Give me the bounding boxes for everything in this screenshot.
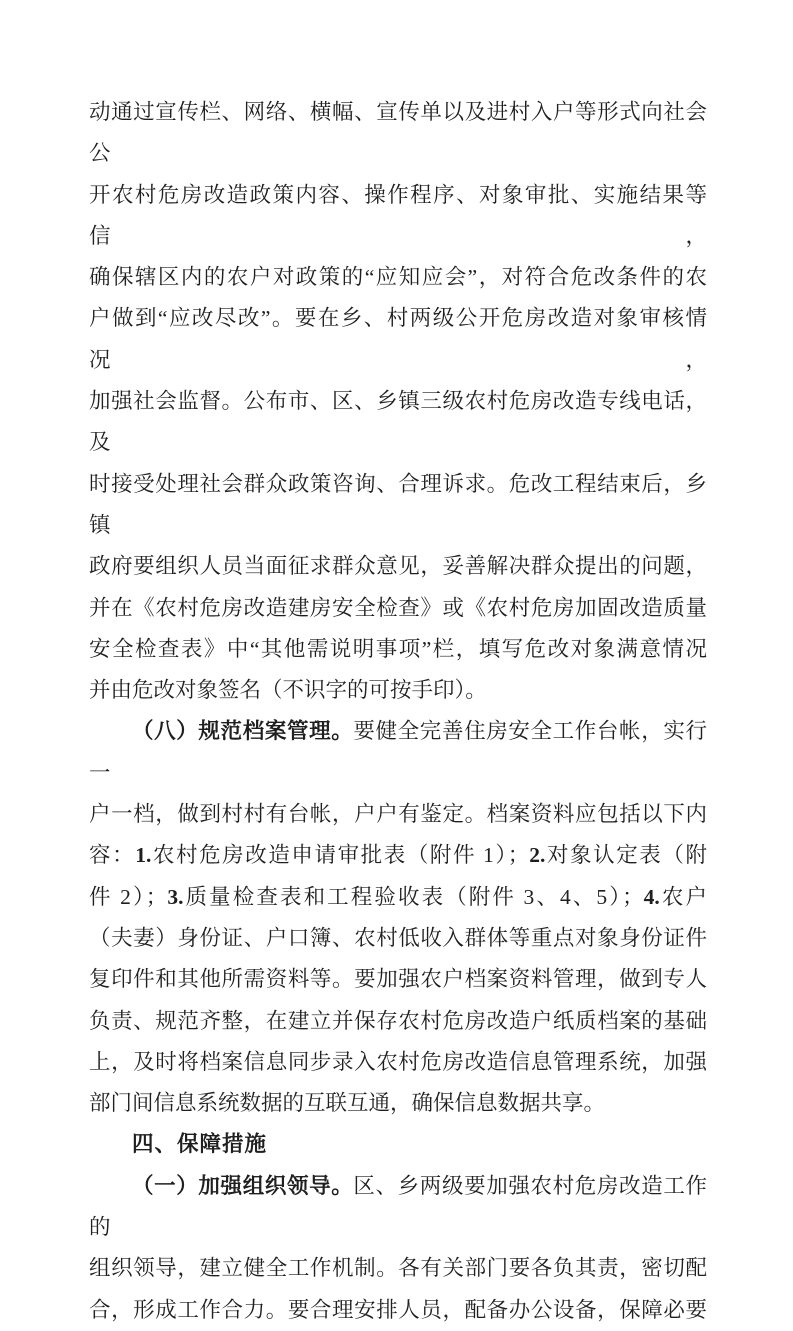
text-segment-bold: 四、保障措施 [132,1132,268,1157]
text-line [89,794,707,835]
text-segment: 户一档，做到村村有台帐，户户有鉴定。档案资料应包括以下内 [89,802,707,827]
text-line [89,959,707,1000]
text-segment: 确保辖区内的农户对政策的“应知应会”，对符合危改条件的农 [89,265,707,290]
text-segment: 上，及时将档案信息同步录入农村危房改造信息管理系统，加强 [89,1049,707,1074]
text-segment-bold: 1. [135,843,152,868]
text-line [89,877,707,918]
text-segment: 农户 [659,884,707,909]
section-heading [89,1124,707,1165]
text-line [89,257,707,298]
text-segment: 件 2）； [89,884,168,909]
text-line [89,1166,707,1249]
text-segment: 复印件和其他所需资料等。要加强农户档案资料管理，做到专人 [89,967,707,992]
text-segment-bold: （一）加强组织领导。 [132,1173,354,1198]
text-line [89,1001,707,1042]
text-segment: 安全检查表》中“其他需说明事项”栏，填写危改对象满意情况 [89,636,707,661]
text-line [89,1248,707,1289]
text-segment: 对象认定表（附 [545,843,707,868]
text-segment-bold: 2. [529,843,546,868]
text-segment: 并由危改对象签名（不识字的可按手印）。 [89,678,487,703]
text-line [89,835,707,876]
text-line [89,175,707,258]
text-line [89,92,707,175]
text-segment-bold: （八）规范档案管理。 [132,719,354,744]
text-segment: 部门间信息系统数据的互联互通，确保信息数据共享。 [89,1091,606,1116]
text-line [89,1042,707,1083]
text-line [89,298,707,381]
document-body [89,92,707,1331]
text-line [89,464,707,547]
text-segment: （夫妻）身份证、户口簿、农村低收入群体等重点对象身份证件 [89,925,707,950]
text-segment: 质量检查表和工程验收表（附件 3、4、5）； [183,884,644,909]
text-segment: 容： [89,843,136,868]
text-line [89,381,707,464]
text-line [89,588,707,629]
text-segment: 要健全完善住房安全工作台帐，实行一 [89,719,707,785]
text-segment: 时接受处理社会群众政策咨询、合理诉求。危改工程结束后，乡镇 [89,471,707,537]
text-segment: 户做到“应改尽改”。要在乡、村两级公开危房改造对象审核情况， [89,306,707,372]
text-segment: 组织领导，建立健全工作机制。各有关部门要各负其责，密切配 [89,1256,707,1281]
text-segment: 区、乡两级要加强农村危房改造工作的 [89,1173,707,1240]
text-segment-bold: 4. [643,884,660,909]
text-line [89,1290,707,1331]
text-line [89,670,707,711]
text-segment: 农村危房改造申请审批表（附件 1）； [151,843,530,868]
text-segment: 政府要组织人员当面征求群众意见，妥善解决群众提出的问题， [89,554,707,579]
text-line [89,629,707,670]
text-line [89,546,707,587]
text-segment: 开农村危房改造政策内容、操作程序、对象审批、实施结果等信， [89,182,707,248]
text-segment: 合，形成工作合力。要合理安排人员，配备办公设备，保障必要 [89,1297,707,1322]
text-line [89,1083,707,1124]
text-segment: 并在《农村危房改造建房安全检查》或《农村危房加固改造质量 [89,595,707,620]
text-line [89,918,707,959]
text-segment-bold: 3. [167,884,184,909]
text-segment: 负责、规范齐整，在建立并保存农村危房改造户纸质档案的基础 [89,1008,707,1033]
text-segment: 加强社会监督。公布市、区、乡镇三级农村危房改造专线电话，及 [89,389,707,455]
text-segment: 动通过宣传栏、网络、横幅、宣传单以及进村入户等形式向社会公 [89,100,707,166]
text-line [89,711,707,794]
